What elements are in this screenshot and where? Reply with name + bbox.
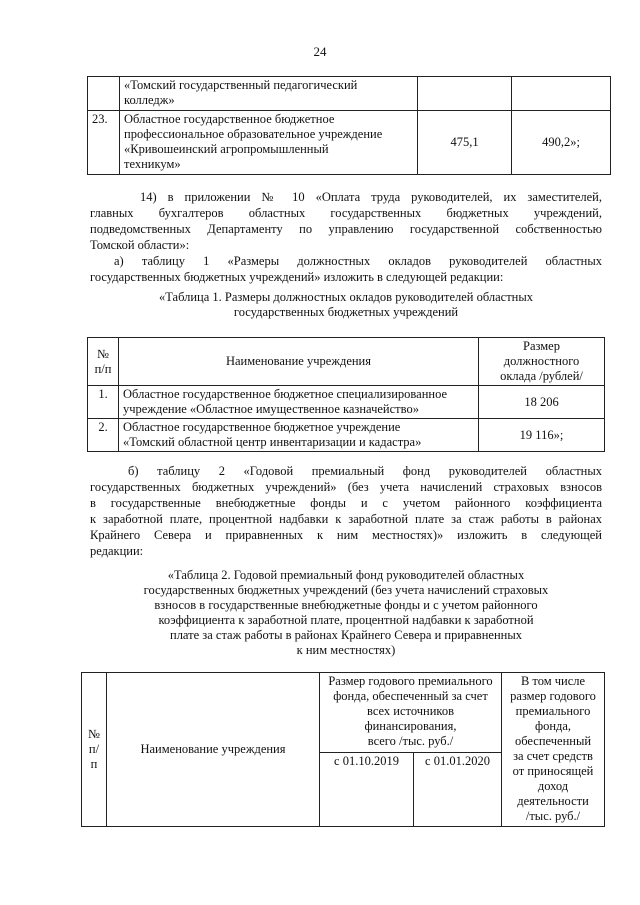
text-line: финансирования, [364, 719, 457, 733]
text-line: б) таблицу 2 «Годовой премиальный фонд руководителей областных [128, 464, 602, 478]
text-line: размер годового [510, 689, 596, 703]
text-line: всех источников [367, 704, 455, 718]
row-number: 23. [88, 111, 120, 175]
table-row [88, 419, 605, 452]
text-line: плате за стаж работы в районах Крайнего Севера и приравненных [170, 628, 522, 642]
value-cell: 490,2»; [512, 111, 611, 175]
header-income [502, 673, 605, 827]
table-1 [87, 337, 605, 452]
text-line: взносов в государственные внебюджетные фонды и с учетом районного [154, 598, 538, 612]
text-line: «Томский областной центр инвентаризации и кадастра» [123, 435, 422, 449]
institution-name [120, 111, 418, 175]
table-row [88, 386, 605, 419]
text-line: Размер годового премиального [328, 674, 493, 688]
text-line: редакции: [90, 544, 144, 558]
paragraph-a [90, 253, 602, 285]
text-line: должностного [503, 354, 580, 368]
text-line: Областное государственное бюджетное учреждение [123, 420, 401, 434]
value-cell: 475,1 [418, 111, 512, 175]
paragraph-14 [90, 189, 602, 253]
text-line: фонда, [534, 719, 572, 733]
text-line: Крайнего Севера и приравненных к ним местностях)» изложить в следующей [90, 528, 602, 542]
row-number: 2. [88, 419, 119, 452]
text-line: В том числе [520, 674, 586, 688]
header-fund [320, 673, 502, 753]
text-line: коэффициента к заработной плате, процентной надбавки к заработной [158, 613, 534, 627]
text-line: «Кривошеинский агропромышленный [124, 142, 329, 156]
text-line: премиального [515, 704, 591, 718]
text-line: фонда, обеспеченный за счет [333, 689, 488, 703]
text-line: /тыс. руб./ [525, 809, 581, 823]
text-line: главных бухгалтеров областных государственных бюджетных учреждений, [90, 206, 602, 220]
header-date-2019: с 01.10.2019 [320, 753, 414, 827]
table1-title [90, 290, 602, 320]
text-line: Размер [523, 339, 560, 353]
institution-name [119, 386, 479, 419]
text-line: обеспеченный [514, 734, 592, 748]
text-line: от приносящей [512, 764, 594, 778]
table-2 [81, 672, 605, 827]
table-header-row [88, 338, 605, 386]
text-line: за счет средств [513, 749, 593, 763]
text-line: к заработной плате, процентной надбавки к заработной плате за стаж работы в районах [90, 512, 602, 526]
continuation-table [87, 76, 611, 175]
text-line: п/п [94, 361, 112, 376]
header-name: Наименование учреждения [119, 338, 479, 386]
header-date-2020: с 01.01.2020 [414, 753, 502, 827]
header-salary [479, 338, 605, 386]
text-line: профессиональное образовательное учреждение [124, 127, 383, 141]
text-line: № [88, 727, 100, 741]
table-header-row [82, 673, 605, 753]
text-line: всего /тыс. руб./ [367, 734, 454, 748]
text-line: «Таблица 2. Годовой премиальный фонд руководителей областных [167, 568, 525, 582]
text-line: № [97, 346, 109, 361]
salary-value: 18 206 [479, 386, 605, 419]
page-number: 24 [313, 44, 327, 59]
text-line: государственных бюджетных учреждений (без учета начислений страховых [143, 583, 549, 597]
value-cell [512, 77, 611, 111]
text-line: 14) в приложении № 10 «Оплата труда руководителей, их заместителей, [140, 190, 602, 204]
table-row [88, 111, 611, 175]
institution-name [120, 77, 418, 111]
text-line: Областное государственное бюджетное специализированное [123, 387, 448, 401]
text-line: Томской области»: [90, 238, 190, 252]
row-number: 1. [88, 386, 119, 419]
text-line: а) таблицу 1 «Размеры должностных окладов руководителей областных [114, 254, 602, 268]
text-line: доход [537, 779, 569, 793]
header-name: Наименование учреждения [107, 673, 320, 827]
text-line: техникум» [124, 157, 181, 171]
text-line: деятельности [517, 794, 589, 808]
row-number [88, 77, 120, 111]
table2-title [90, 568, 602, 658]
text-line: государственных бюджетных учреждений» (без учета начислений страховых взносов [90, 480, 602, 494]
header-num [82, 673, 107, 827]
paragraph-b [90, 463, 602, 559]
header-num [88, 338, 119, 386]
salary-value: 19 116»; [479, 419, 605, 452]
text-line: колледж» [124, 93, 175, 107]
text-line: оклада /рублей/ [500, 369, 583, 383]
text-line: п/п [88, 742, 100, 771]
text-line: в государственные внебюджетные фонды и с учетом районного коэффициента [90, 496, 602, 510]
text-line: государственных бюджетных учреждений» изложить в следующей редакции: [90, 270, 504, 284]
table-row [88, 77, 611, 111]
text-line: учреждение «Областное имущественное казначейство» [123, 402, 419, 416]
text-line: «Томский государственный педагогический [124, 78, 358, 92]
value-cell [418, 77, 512, 111]
text-line: подведомственных Департаменту по управлению государственной собственностью [90, 222, 602, 236]
institution-name [119, 419, 479, 452]
text-line: к ним местностях) [296, 643, 396, 657]
text-line: государственных бюджетных учреждений [233, 305, 459, 319]
text-line: «Таблица 1. Размеры должностных окладов руководителей областных [158, 290, 534, 304]
text-line: Областное государственное бюджетное [124, 112, 335, 126]
